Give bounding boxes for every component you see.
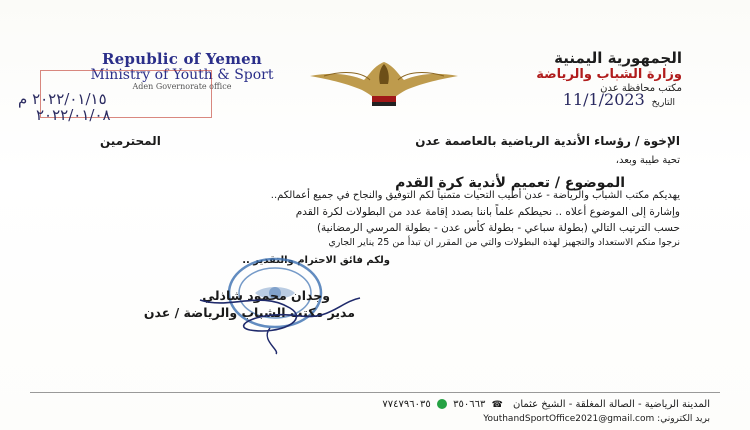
respected-label: المحترمين <box>100 134 161 148</box>
handwritten-signature-icon <box>190 280 370 355</box>
body-paragraph: نرجوا منكم الاستعداد والتجهيز لهذه البطولات والتي من المقرر ان تبدأ من 25 يناير الجاري <box>328 237 680 248</box>
country-name-ar: الجمهورية اليمنية <box>554 49 682 67</box>
office-name-ar: مكتب محافظة عدن <box>600 83 682 95</box>
footer-divider <box>30 392 720 393</box>
date-label: التاريخ <box>651 98 675 108</box>
country-name-en: Republic of Yemen <box>102 50 262 68</box>
subject-line: الموضوع / تعميم لأندية كرة القدم <box>395 175 625 191</box>
office-name-en: Aden Governorate office <box>132 82 232 91</box>
footer-address <box>382 399 710 410</box>
letter-date <box>563 90 675 109</box>
body-paragraph: حسب الترتيب التالي (بطولة سباعي - بطولة كأس عدن - بطولة المرسي الرمضانية) <box>316 222 680 234</box>
date-value: 11/1/2023 <box>562 90 645 109</box>
whatsapp-icon <box>437 399 447 409</box>
whatsapp-number: ٧٧٤٧٩٦٠٣٥ <box>382 399 431 410</box>
closing-line: ولكم فائق الاحترام والتقدير .. <box>242 255 390 266</box>
email-address: YouthandSportOffice2021@gmail.com <box>483 414 655 424</box>
ministry-name-ar: وزارة الشباب والرياضة <box>536 66 682 82</box>
reference-number: ٢٠٢٢/٠١/١٥ م <box>18 90 107 108</box>
phone-number: ٣٥٠٦٦٣ <box>453 399 486 410</box>
phone-icon: ☎ <box>491 400 503 410</box>
yemen-eagle-emblem-icon <box>304 54 464 110</box>
arabic-letterhead <box>462 50 682 95</box>
email-label: بريد الكتروني: <box>657 414 710 424</box>
footer-email <box>483 414 710 424</box>
signatory-title: مدير مكتب الشباب والرياضة / عدن <box>143 305 355 320</box>
signatory-name: وجدان محمود شاذلي <box>202 288 330 303</box>
salutation: الإخوة / رؤساء الأندية الرياضية بالعاصمة عدن <box>415 134 680 148</box>
reference-date: ٢٠٢٢/٠١/٠٨ <box>36 106 111 124</box>
body-paragraph: وإشارة إلى الموضوع أعلاه .. نحيطكم علماً باننا بصدد إقامة عدد من البطولات لكرة القدم <box>295 206 680 218</box>
ministry-name-en: Ministry of Youth & Sport <box>90 67 274 83</box>
greeting: تحية طيبة وبعد، <box>615 155 680 166</box>
body-paragraph: يهديكم مكتب الشباب والرياضة - عدن أطيب التحيات متمنياً لكم التوفيق والنجاح في جميع أعمالكم.. <box>270 190 680 201</box>
address-text: المدينة الرياضية - الصالة المغلقة - الشيخ عثمان <box>512 399 710 410</box>
